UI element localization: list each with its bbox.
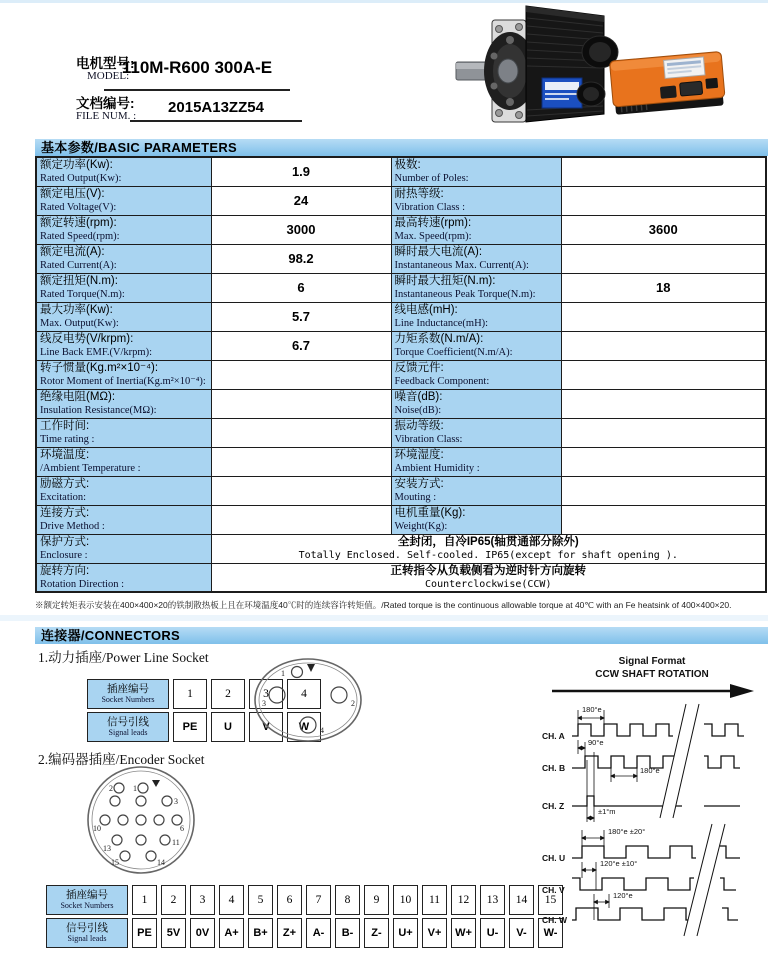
keyway-arrow-icon	[307, 664, 315, 672]
model-label-cn: 电机型号:	[76, 56, 135, 71]
signal-format-title: Signal Format	[618, 656, 686, 667]
section-divider-band	[0, 615, 768, 621]
signal-lead-cell: U+	[393, 918, 418, 948]
channel-label: CH. A	[542, 731, 565, 741]
param-value	[561, 186, 766, 215]
param-value: 3600	[561, 215, 766, 244]
annotation-label: 90°e	[588, 738, 604, 747]
param-value	[211, 505, 391, 534]
power-pin-label: 4	[320, 726, 324, 735]
socket-number-cell: 12	[451, 885, 476, 915]
rotation-direction-row	[36, 563, 766, 592]
signal-lead-cell: W	[287, 712, 321, 742]
signal-lead-cell: 5V	[161, 918, 186, 948]
enclosure-value: 全封闭，自冷IP65(轴贯通部分除外) Totally Enclosed. Self-cooled. IP65(except for shaft opening ).	[211, 534, 766, 563]
param-label: 安装方式: Mouting :	[391, 476, 561, 505]
encoder-pin-label: 10	[93, 824, 101, 833]
param-value	[561, 505, 766, 534]
annotation-label: 120°e	[613, 891, 633, 900]
encoder-pin-label: 15	[111, 858, 119, 867]
signal-lead-cell: U-	[480, 918, 505, 948]
encoder-pin-label: 3	[174, 797, 178, 806]
param-value	[561, 302, 766, 331]
file-underline	[130, 120, 302, 122]
rated-torque-footnote: ※额定转矩表示安装在400×400×20的铁制散热板上且在环境温度40℃时的连续容许转矩值。/Rated torque is the continuous allowable torque at 40℃ with an Fe heatsink of 400×400×20.	[35, 600, 732, 610]
keyway-arrow-icon	[152, 780, 160, 787]
basic-parameters-table	[35, 156, 767, 593]
encoder-socket-table	[42, 882, 567, 951]
param-row	[36, 360, 766, 389]
socket-numbers-header: 插座编号 Socket Numbers	[46, 885, 128, 915]
param-value: 5.7	[211, 302, 391, 331]
socket-number-cell: 10	[393, 885, 418, 915]
signal-leads-header: 信号引线 Signal leads	[87, 712, 169, 742]
param-row	[36, 389, 766, 418]
param-label: 线电感(mH): Line Inductance(mH):	[391, 302, 561, 331]
encoder-pin-label: 14	[157, 858, 165, 867]
param-value	[211, 476, 391, 505]
param-label: 线反电势(V/krpm): Line Back EMF.(V/krpm):	[36, 331, 211, 360]
basic-parameters-section-bar	[35, 139, 768, 156]
param-value	[561, 476, 766, 505]
param-value	[561, 447, 766, 476]
socket-number-cell: 8	[335, 885, 360, 915]
file-label-cn: 文档编号:	[76, 96, 135, 111]
signal-lead-cell: A-	[306, 918, 331, 948]
param-label: 工作时间: Time rating :	[36, 418, 211, 447]
param-value	[211, 360, 391, 389]
annotation-label: 180°e ±20°	[608, 827, 646, 836]
signal-lead-cell: 0V	[190, 918, 215, 948]
signal-lead-cell: Z+	[277, 918, 302, 948]
param-label: 绝缘电阻(MΩ): Insulation Resistance(MΩ):	[36, 389, 211, 418]
channel-label: CH. U	[542, 853, 566, 863]
rotation-direction-label: 旋转方向: Rotation Direction :	[36, 563, 211, 592]
encoder-pin-label: 13	[103, 844, 111, 853]
model-underline	[104, 89, 290, 91]
param-label: 瞬时最大扭矩(N.m): Instantaneous Peak Torque(N.m):	[391, 273, 561, 302]
param-value	[561, 389, 766, 418]
socket-numbers-header: 插座编号 Socket Numbers	[87, 679, 169, 709]
param-row	[36, 331, 766, 360]
param-value	[211, 389, 391, 418]
annotation-label: ±1°m	[598, 807, 616, 816]
param-row	[36, 215, 766, 244]
power-pin-label: 2	[351, 699, 355, 708]
param-label: 额定电压(V): Rated Voltage(V):	[36, 186, 211, 215]
file-value: 2015A13ZZ54	[168, 99, 264, 116]
socket-number-cell: 7	[306, 885, 331, 915]
signal-lead-cell: U	[211, 712, 245, 742]
param-value	[561, 418, 766, 447]
channel-label: CH. V	[542, 885, 565, 895]
signal-lead-cell: PE	[132, 918, 157, 948]
signal-leads-header: 信号引线 Signal leads	[46, 918, 128, 948]
signal-lead-cell: W-	[538, 918, 563, 948]
page-top-edge	[0, 0, 768, 3]
rotation-direction-value: 正转指令从负载侧看为逆时针方向旋转 Counterclockwise(CCW)	[211, 563, 766, 592]
power-pin-label: 1	[281, 669, 285, 678]
signal-format-diagram	[536, 648, 768, 948]
param-value	[211, 447, 391, 476]
param-label: 反馈元件: Feedback Component:	[391, 360, 561, 389]
signal-lead-cell: B-	[335, 918, 360, 948]
param-label: 噪音(dB): Noise(dB):	[391, 389, 561, 418]
connectors-section-bar	[35, 627, 768, 644]
channel-label: CH. W	[542, 915, 568, 925]
param-label: 电机重量(Kg): Weight(Kg):	[391, 505, 561, 534]
socket-number-cell: 4	[287, 679, 321, 709]
power-line-socket-title: 1.动力插座/Power Line Socket	[38, 650, 209, 665]
file-label-en: FILE NUM. :	[76, 110, 137, 122]
param-value: 98.2	[211, 244, 391, 273]
socket-number-cell: 3	[190, 885, 215, 915]
param-value: 18	[561, 273, 766, 302]
signal-lead-cell: V+	[422, 918, 447, 948]
param-label: 环境湿度: Ambient Humidity :	[391, 447, 561, 476]
rotation-arrow-icon	[730, 684, 754, 698]
model-value: 110M-R600 300A-E	[121, 58, 273, 77]
socket-number-cell: 13	[480, 885, 505, 915]
param-label: 额定转速(rpm): Rated Speed(rpm):	[36, 215, 211, 244]
socket-number-cell: 14	[509, 885, 534, 915]
param-value: 6.7	[211, 331, 391, 360]
param-value: 3000	[211, 215, 391, 244]
param-row	[36, 505, 766, 534]
param-row	[36, 302, 766, 331]
param-row	[36, 244, 766, 273]
param-value: 24	[211, 186, 391, 215]
param-label: 额定功率(Kw): Rated Output(Kw):	[36, 157, 211, 186]
param-row	[36, 447, 766, 476]
encoder-socket-title: 2.编码器插座/Encoder Socket	[38, 752, 205, 767]
connectors-title: 连接器/CONNECTORS	[41, 628, 181, 643]
signal-lead-cell: A+	[219, 918, 244, 948]
encoder-pin-label: 11	[172, 838, 180, 847]
param-row	[36, 273, 766, 302]
encoder-socket-pin-diagram	[84, 763, 198, 877]
annotation-label: 120°e ±10°	[600, 859, 638, 868]
servo-driver-photo	[608, 48, 732, 128]
param-label: 转子惯量(Kg.m²×10⁻⁴): Rotor Moment of Inertia(Kg.m²×10⁻⁴):	[36, 360, 211, 389]
enclosure-row	[36, 534, 766, 563]
socket-number-cell: 3	[249, 679, 283, 709]
param-row	[36, 186, 766, 215]
signal-lead-cell: PE	[173, 712, 207, 742]
model-label-en: MODEL:	[87, 70, 130, 82]
socket-number-cell: 1	[173, 679, 207, 709]
param-value	[211, 418, 391, 447]
param-label: 连接方式: Drive Method :	[36, 505, 211, 534]
ccw-rotation-title: CCW SHAFT ROTATION	[595, 669, 709, 680]
socket-number-cell: 1	[132, 885, 157, 915]
socket-number-cell: 6	[277, 885, 302, 915]
encoder-leads-row-tr	[46, 918, 563, 948]
signal-lead-cell: V-	[509, 918, 534, 948]
param-value	[561, 331, 766, 360]
param-label: 振动等级: Vibration Class:	[391, 418, 561, 447]
channel-label: CH. Z	[542, 801, 565, 811]
signal-lead-cell: V	[249, 712, 283, 742]
param-label: 额定电流(A): Rated Current(A):	[36, 244, 211, 273]
socket-number-cell: 2	[211, 679, 245, 709]
param-value	[561, 360, 766, 389]
param-row	[36, 418, 766, 447]
param-label: 极数: Number of Poles:	[391, 157, 561, 186]
signal-lead-cell: B+	[248, 918, 273, 948]
basic-parameters-title: 基本参数/BASIC PARAMETERS	[41, 140, 238, 155]
channel-label: CH. B	[542, 763, 566, 773]
basic-parameters-special	[36, 534, 766, 592]
param-value	[561, 157, 766, 186]
encoder-pin-label: 1	[133, 784, 137, 793]
power-pin-label: 3	[262, 699, 266, 708]
param-value: 1.9	[211, 157, 391, 186]
encoder-numbers-row-tr	[46, 885, 563, 915]
param-label: 励磁方式: Excitation:	[36, 476, 211, 505]
param-label: 力矩系数(N.m/A): Torque Coefficient(N.m/A):	[391, 331, 561, 360]
power-socket-pin-diagram	[250, 655, 370, 747]
annotation-label: 180°e	[582, 705, 602, 714]
waveforms	[572, 724, 744, 920]
param-label: 瞬时最大电流(A): Instantaneous Max. Current(A):	[391, 244, 561, 273]
param-label: 额定扭矩(N.m): Rated Torque(N.m):	[36, 273, 211, 302]
param-value	[561, 244, 766, 273]
param-value: 6	[211, 273, 391, 302]
socket-number-cell: 4	[219, 885, 244, 915]
socket-number-cell: 11	[422, 885, 447, 915]
encoder-pin-label: 2	[109, 784, 113, 793]
socket-number-cell: 15	[538, 885, 563, 915]
param-label: 耐热等级: Vibration Class :	[391, 186, 561, 215]
servo-motor-photo	[450, 2, 626, 126]
socket-number-cell: 2	[161, 885, 186, 915]
enclosure-label: 保护方式: Enclosure :	[36, 534, 211, 563]
encoder-pin-label: 6	[180, 824, 184, 833]
param-label: 最高转速(rpm): Max. Speed(rpm):	[391, 215, 561, 244]
signal-lead-cell: W+	[451, 918, 476, 948]
socket-number-cell: 5	[248, 885, 273, 915]
param-label: 环境温度: /Ambient Temperature :	[36, 447, 211, 476]
annotation-label: 180°e	[640, 766, 660, 775]
param-row	[36, 476, 766, 505]
param-label: 最大功率(Kw): Max. Output(Kw):	[36, 302, 211, 331]
param-row	[36, 157, 766, 186]
socket-number-cell: 9	[364, 885, 389, 915]
basic-parameters-body	[36, 157, 766, 534]
signal-lead-cell: Z-	[364, 918, 389, 948]
